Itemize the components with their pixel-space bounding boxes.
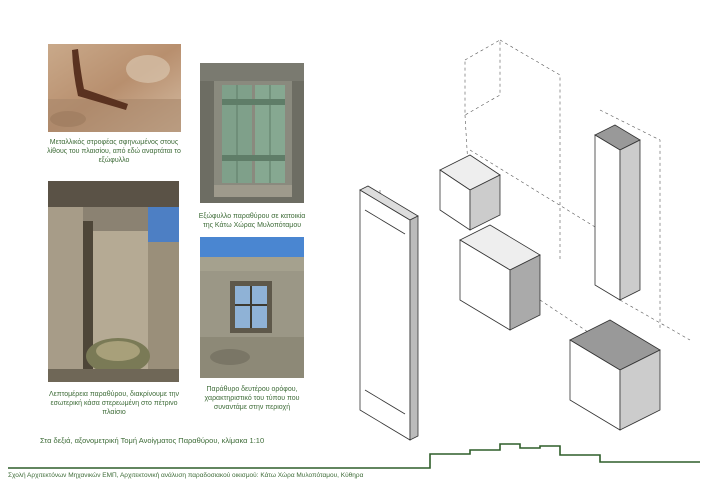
photo-window-shutter	[200, 63, 304, 203]
footer-text: Σχολή Αρχιτεκτόνων Μηχανικών ΕΜΠ, Αρχιτεκτονική ανάλυση παραδοσιακού οικισμού: Κάτω Χώρα Μυλοπόταμου, Κύθηρα	[8, 472, 364, 479]
photo-upper-window	[200, 237, 304, 378]
upper-window-image	[200, 237, 304, 378]
caption-upper-window: Παράθυρο δευτέρου ορόφου, χαρακτηριστικό του τύπου που συναντάμε στην περιοχή	[204, 386, 300, 411]
shutter-image	[200, 63, 304, 203]
drawing-note: Στα δεξιά, αξονομετρική Τομή Ανοίγματος Παραθύρου, κλίμακα 1:10	[40, 436, 265, 445]
caption-window-shutter: Εξώφυλλο παραθύρου σε κατοικία της Κάτω Χώρας Μυλοπόταμου	[198, 213, 306, 229]
photo-metal-hinge	[48, 44, 181, 132]
caption-metal-hinge: Μεταλλικός στροφέας σφηνωμένος στους λίθους του πλαισίου, από εδώ αναρτάται το εξώφυλλο	[47, 139, 181, 164]
photo-window-detail	[48, 181, 179, 382]
window-detail-image	[48, 181, 179, 382]
caption-window-detail: Λεπτομέρεια παραθύρου, διακρίνουμε την εσωτερική κάσα στερεωμένη στο πέτρινο πλαίσιο	[48, 391, 180, 416]
hinge-image	[48, 44, 181, 132]
